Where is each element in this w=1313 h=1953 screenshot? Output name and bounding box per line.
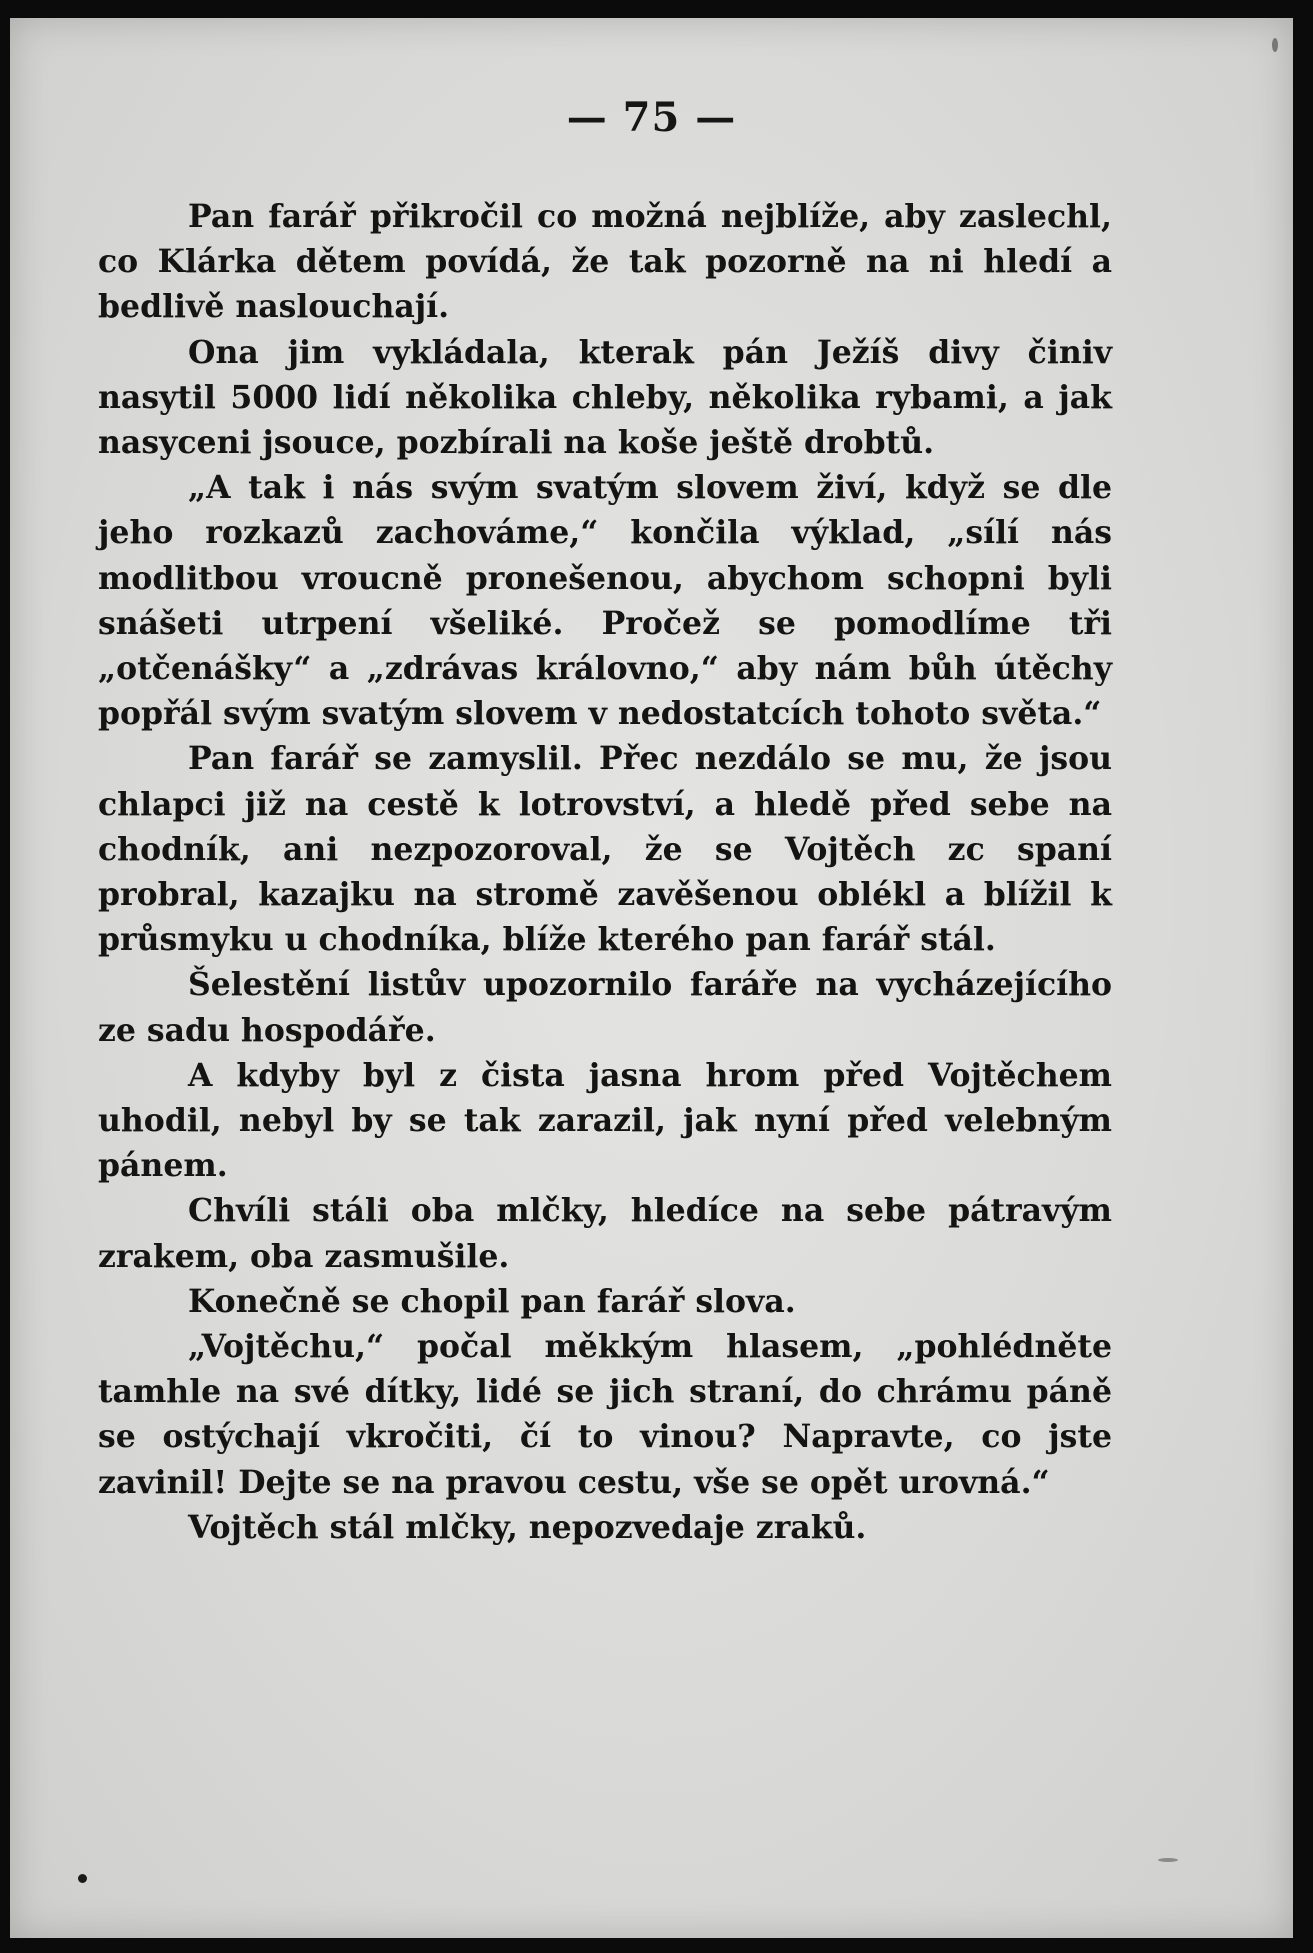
- paragraph: Vojtěch stál mlčky, nepozvedaje zraků.: [188, 1508, 867, 1546]
- paragraph: Šelestění listův upozornilo faráře na vycházejícího ze sadu hospodáře.: [98, 966, 1112, 1049]
- scan-speck: [1158, 1858, 1178, 1862]
- paragraph: „Vojtěchu,“ počal měkkým hlasem, „pohlédněte tamhle na své dítky, lidé se jich straní, do chrámu páně se ostýchají vkročiti, čí to vinou? Napravte, co jste zavinil! Dejte se na pravou cestu, vše se opět urovná.“: [98, 1328, 1112, 1501]
- scan-speck: [1272, 38, 1278, 52]
- body-text: [98, 194, 1112, 1550]
- scan-speck: [78, 1874, 87, 1883]
- book-page: [10, 18, 1293, 1938]
- paragraph: A kdyby byl z čista jasna hrom před Vojtěchem uhodil, nebyl by se tak zarazil, jak nyní před velebným pánem.: [98, 1056, 1112, 1185]
- paragraph: Ona jim vykládala, kterak pán Ježíš divy činiv nasytil 5000 lidí několika chleby, několika rybami, a jak nasyceni jsouce, pozbírali na koše ještě drobtů.: [98, 333, 1112, 462]
- paragraph: Pan farář přikročil co možná nejblíže, aby zaslechl, co Klárka dětem povídá, že tak pozorně na ni hledí a bedlivě naslouchají.: [98, 198, 1112, 326]
- paragraph: „A tak i nás svým svatým slovem živí, když se dle jeho rozkazů zachováme,“ končila výklad, „sílí nás modlitbou vroucně pronešenou, abychom schopni byli snášeti utrpení všeliké. Pročež se pomodlíme tři „otčenášky“ a „zdrávas královno,“ aby nám bůh útěchy popřál svým svatým slovem v nedostatcích tohoto světa.“: [98, 469, 1112, 733]
- paragraph: Konečně se chopil pan farář slova.: [188, 1282, 796, 1320]
- paragraph: Pan farář se zamyslil. Přec nezdálo se mu, že jsou chlapci již na cestě k lotrovství, a hledě před sebe na chodník, ani nezpozoroval, že se Vojtěch zc spaní probral, kazajku na stromě zavěšenou oblékl a blížil k průsmyku u chodníka, blíže kterého pan farář stál.: [98, 740, 1112, 959]
- paragraph: Chvíli stáli oba mlčky, hledíce na sebe pátravým zrakem, oba zasmušile.: [98, 1192, 1112, 1275]
- page-number: — 75 —: [566, 94, 737, 141]
